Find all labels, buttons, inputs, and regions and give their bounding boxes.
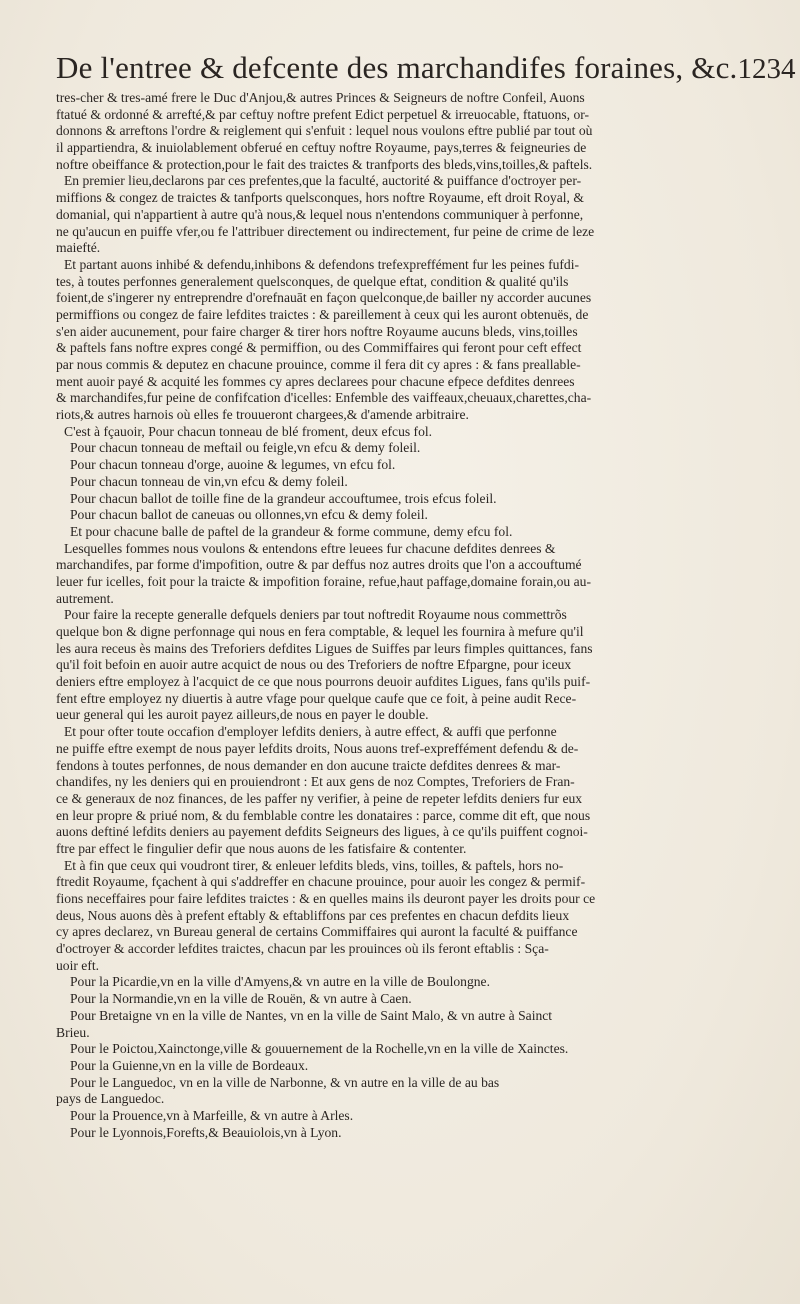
text-line: C'est à fçauoir, Pour chacun tonneau de blé froment, deux efcus fol. [64,423,433,439]
text-line: les aura receus ès mains des Treforiers defdites Ligues de Suiffes par leurs fimples quittances, fans [56,640,593,656]
text-line: Lesquelles fommes nous voulons & entendons eftre leuees fur chacune defdites denrees & [64,540,556,556]
text-line: quelque bon & digne perfonnage qui nous en fera comptable, & lequel les fournira à mefure qu'il [56,624,584,639]
text-line: ueur general qui les auroit payez ailleurs,de nous en payer le double. [56,707,429,723]
body-text [56,90,768,1141]
text-line: Brieu. [56,1024,90,1040]
text-line: maiefté. [56,240,101,256]
running-title: De l'entree & defcente des marchandifes foraines, &c. [56,50,738,85]
text-line: Pour la Guienne,vn en la ville de Bordeaux. [70,1057,309,1073]
text-line: leuer fur icelles, foit pour la traicte & impofition foraine, refue,haut paffage,domaine forain,ou au- [56,573,591,589]
text-line: ne qu'aucun en puiffe vfer,ou fe l'attribuer directement ou indirectement, fur peine de crime de leze [56,223,595,239]
text-line: ment auoir payé & acquité les fommes cy apres declarees pour chacune efpece defdites denrees [56,373,575,389]
text-line: Et pour chacune balle de paftel de la grandeur & forme commune, demy efcu fol. [70,523,513,539]
text-line: ce & generaux de noz finances, de les paffer ny verifier, à peine de repeter lefdits deniers fur eux [56,790,583,806]
text-line: noftre obeiffance & protection,pour le fait des traictes & tranfports des bleds,vins,toilles,& paftels. [56,156,593,172]
text-line: par nous commis & deputez en chacune prouince, comme il fera dit cy apres : & fans preallable- [56,357,581,372]
text-line: Pour chacun tonneau d'orge, auoine & legumes, vn efcu fol. [70,457,396,473]
text-line: Et pour ofter toute occafion d'employer lefdits deniers, à autre effect, & auffi que perfonne [64,724,557,740]
text-line: uoir eft. [56,957,100,973]
text-line: fent eftre employez ny diuertis à autre vfage pour quelque caufe que ce foit, à peine audit Rece- [56,690,577,706]
text-line: Pour chacun tonneau de meftail ou feigle,vn efcu & demy foleil. [70,440,421,456]
text-line: Et à fin que ceux qui voudront tirer, & enleuer lefdits bleds, vins, toilles, & paftels, hors no- [64,857,564,873]
text-line: domanial, qui n'appartient à autre qu'à nous,& lequel nous n'entendons communiquer à perfonne, [56,206,584,222]
text-line: fions neceffaires pour faire lefdites traictes : & en quelles mains ils deuront payer les droits pour ce [56,891,596,906]
text-line: foient,de s'ingerer ny entreprendre d'orefnauāt en façon quelconque,de bailler ny accorder aucunes [56,290,592,306]
text-line: il appartiendra, & inuiolablement obferué en ceftuy noftre Royaume, pays,terres & feigneuries de [56,140,587,156]
text-line: fendons à toutes perfonnes, de nous demander en don aucune traicte defdites denrees & mar- [56,757,561,773]
text-line: ftre par effect le fingulier defir que nous auons de les fatisfaire & contenter. [56,840,467,856]
text-line: miffions & congez de traictes & tanfports quelsconques, hors noftre Royaume, eft droit Royal, & [56,190,584,206]
text-line: en leur propre & priué nom, & du femblable contre les donataires : parce, comme dit eft, que nous [56,807,591,823]
text-line: cy apres declarez, vn Bureau general de certains Commiffaires qui auront la faculté & puiffance [56,924,578,940]
text-line: Pour le Poictou,Xainctonge,ville & gouuernement de la Rochelle,vn en la ville de Xainctes. [70,1041,569,1057]
text-line: Pour le Languedoc, vn en la ville de Narbonne, & vn autre en la ville de au bas [70,1074,500,1090]
text-line: & paftels fans noftre expres congé & permiffion, ou des Commiffaires qui feront pour ceft effect [56,340,582,356]
text-line: donnons & arreftons l'ordre & reiglement qui s'enfuit : lequel nous voulons eftre publié par tout où [56,123,593,139]
text-line: Pour le Lyonnois,Forefts,& Beauiolois,vn à Lyon. [70,1124,342,1140]
text-line: Pour chacun ballot de toille fine de la grandeur accouftumee, trois efcus foleil. [70,490,497,506]
text-line: Et partant auons inhibé & defendu,inhibons & defendons trefexpreffément fur les peines fufdi- [64,256,580,272]
text-line: ftredit Royaume, fçachent à qui s'addreffer en chacune prouince, pour auoir les congez & permif- [56,874,586,890]
text-line: deniers eftre employez à l'acquict de ce que nous pourrons deuoir aufdites Ligues, fans qu'ils puif- [56,674,591,690]
text-line: pays de Languedoc. [56,1091,165,1107]
text-line: deus, Nous auons dès à prefent eftably & eftabliffons par ces prefentes en chacun defdits lieux [56,907,570,923]
text-line: ne puiffe eftre exempt de nous payer lefdits droits, Nous auons tref-expreffément defendu & de- [56,740,579,756]
text-line: Pour faire la recepte generalle defquels deniers par tout noftredit Royaume nous commettrõs [64,607,567,623]
text-line: Pour chacun ballot de caneuas ou ollonnes,vn efcu & demy foleil. [70,507,428,523]
text-line: d'octroyer & accorder lefdites traictes, chacun par les prouinces où ils feront eftablis : Sça- [56,941,549,957]
text-line: tres-cher & tres-amé frere le Duc d'Anjou,& autres Princes & Seigneurs de noftre Confeil, Auons [56,90,585,105]
text-line: ftatué & ordonné & arrefté,& par ceftuy noftre prefent Edict perpetuel & irreuocable, ftatuons, or- [56,106,590,122]
text-line: En premier lieu,declarons par ces prefentes,que la faculté, auctorité & puiffance d'octroyer per- [64,173,582,189]
page-header [56,50,796,94]
text-line: riots,& autres harnois où elles fe trouueront chargees,& d'amende arbitraire. [56,407,469,423]
text-line: chandifes, ny les deniers qui en prouiendront : Et aux gens de noz Comptes, Treforiers de Fran- [56,774,575,790]
text-line: s'en aider aucunement, pour faire charger & tirer hors noftre Royaume aucuns bleds, vins,toilles [56,323,578,339]
text-line: auons deftiné lefdits deniers au payement defdits Seigneurs des ligues, à ce qu'ils puiffent cognoi- [56,824,588,840]
text-line: Pour la Prouence,vn à Marfeille, & vn autre à Arles. [70,1107,354,1123]
text-line: marchandifes, par forme d'impofition, outre & par deffus noz autres droits que l'on a accouftumé [56,557,582,573]
text-line: Pour la Picardie,vn en la ville d'Amyens,& vn autre en la ville de Boulongne. [70,974,490,990]
text-line: Pour Bretaigne vn en la ville de Nantes, vn en la ville de Saint Malo, & vn autre à Sainct [70,1007,553,1023]
text-line: & marchandifes,fur peine de confifcation d'icelles: Enfemble des vaiffeaux,cheuaux,charettes,cha- [56,390,592,406]
text-line: permiffions ou congez de faire lefdites traictes : & pareillement à ceux qui les auront obtenuës, de [56,306,589,322]
text-line: Pour chacun tonneau de vin,vn efcu & demy foleil. [70,473,348,489]
text-line: autrement. [56,590,114,606]
page-number: 1234 [737,53,796,85]
text-line: tes, à toutes perfonnes generalement quelsconques, de quelque eftat, condition & qualité qu'ils [56,273,569,289]
text-line: qu'il foit befoin en auoir autre acquict de nous ou des Treforiers de noftre Efpargne, pour iceux [56,657,572,673]
text-line: Pour la Normandie,vn en la ville de Rouën, & vn autre à Caen. [70,991,412,1007]
